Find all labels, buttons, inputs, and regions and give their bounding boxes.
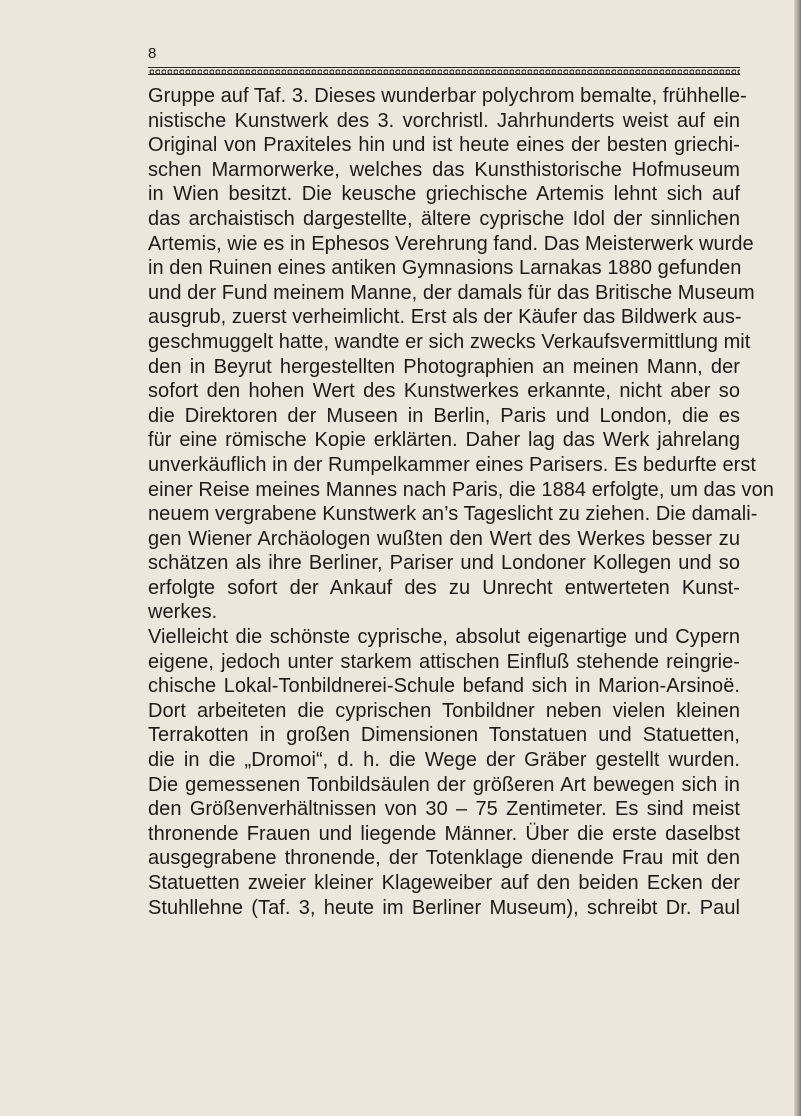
text-line: chische Lokal-Tonbildnerei-Schule befand sich in Marion-Arsinoë.	[148, 675, 740, 698]
text-line: Artemis, wie es in Ephesos Verehrung fand. Das Meisterwerk wurde	[148, 232, 754, 255]
text-line: sofort den hohen Wert des Kunstwerkes erkannte, nicht aber so	[148, 380, 740, 403]
text-line: das archaistisch dargestellte, ältere cyprische Idol der sinnlichen	[148, 207, 740, 230]
text-line: einer Reise meines Mannes nach Paris, die 1884 erfolgte, um das von	[148, 478, 774, 501]
text-line: ausgegrabene thronende, der Totenklage dienende Frau mit den	[148, 847, 740, 870]
text-line: und der Fund meinem Manne, der damals für das Britische Museum	[148, 281, 755, 304]
text-line: die in die „Dromoi“, d. h. die Wege der Gräber gestellt wurden.	[148, 749, 740, 772]
text-line: die Direktoren der Museen in Berlin, Paris und London, die es	[148, 404, 740, 427]
decorative-rule	[148, 67, 740, 75]
body-text	[148, 84, 774, 920]
text-line: Statuetten zweier kleiner Klageweiber auf den beiden Ecken der	[148, 872, 740, 894]
page-number: 8	[148, 45, 157, 62]
text-line: in Wien besitzt. Die keusche griechische Artemis lehnt sich auf	[148, 183, 740, 206]
text-line: neuem vergrabene Kunstwerk an’s Tageslicht zu ziehen. Die damali-	[148, 503, 758, 526]
text-line: gen Wiener Archäologen wußten den Wert des Werkes besser zu	[148, 527, 740, 550]
page-edge-shadow	[794, 0, 801, 1116]
text-line: Gruppe auf Taf. 3. Dieses wunderbar polychrom bemalte, frühhelle-	[148, 85, 747, 107]
text-line: Vielleicht die schönste cyprische, absolut eigenartige und Cypern	[148, 626, 740, 649]
text-line: geschmuggelt hatte, wandte er sich zwecks Verkaufsvermittlung mit	[148, 330, 751, 353]
text-line: den in Beyrut hergestellten Photographien an meinen Mann, der	[148, 355, 740, 378]
text-line: werkes.	[148, 601, 218, 624]
text-line: eigene, jedoch unter starkem attischen Einfluß stehende reingrie-	[148, 650, 740, 673]
text-line: Dort arbeiteten die cyprischen Tonbildner neben vielen kleinen	[148, 699, 740, 722]
text-line: nistische Kunstwerk des 3. vorchristl. Jahrhunderts weist auf ein	[148, 109, 740, 132]
text-line: schen Marmorwerke, welches das Kunsthistorische Hofmuseum	[148, 158, 740, 181]
text-line: in den Ruinen eines antiken Gymnasions Larnakas 1880 gefunden	[148, 257, 742, 280]
text-line: ausgrub, zuerst verheimlicht. Erst als der Käufer das Bildwerk aus-	[148, 306, 742, 329]
text-line: den Größenverhältnissen von 30 – 75 Zentimeter. Es sind meist	[148, 798, 740, 821]
text-line: Original von Praxiteles hin und ist heute eines der besten griechi-	[148, 134, 740, 157]
text-line: schätzen als ihre Berliner, Pariser und Londoner Kollegen und so	[148, 552, 740, 575]
text-line: erfolgte sofort der Ankauf des zu Unrecht entwerteten Kunst-	[148, 576, 740, 599]
text-line: Stuhllehne (Taf. 3, heute im Berliner Museum), schreibt Dr. Paul	[148, 896, 740, 919]
text-line: für eine römische Kopie erklärten. Daher lag das Werk jahrelang	[148, 429, 740, 452]
text-line: unverkäuflich in der Rumpelkammer eines Parisers. Es bedurfte erst	[148, 453, 756, 476]
text-line: Die gemessenen Tonbildsäulen der größeren Art bewegen sich in	[148, 773, 740, 796]
text-line: thronende Frauen und liegende Männer. Über die erste daselbst	[148, 822, 740, 845]
text-line: Terrakotten in großen Dimensionen Tonstatuen und Statuetten,	[148, 724, 740, 747]
